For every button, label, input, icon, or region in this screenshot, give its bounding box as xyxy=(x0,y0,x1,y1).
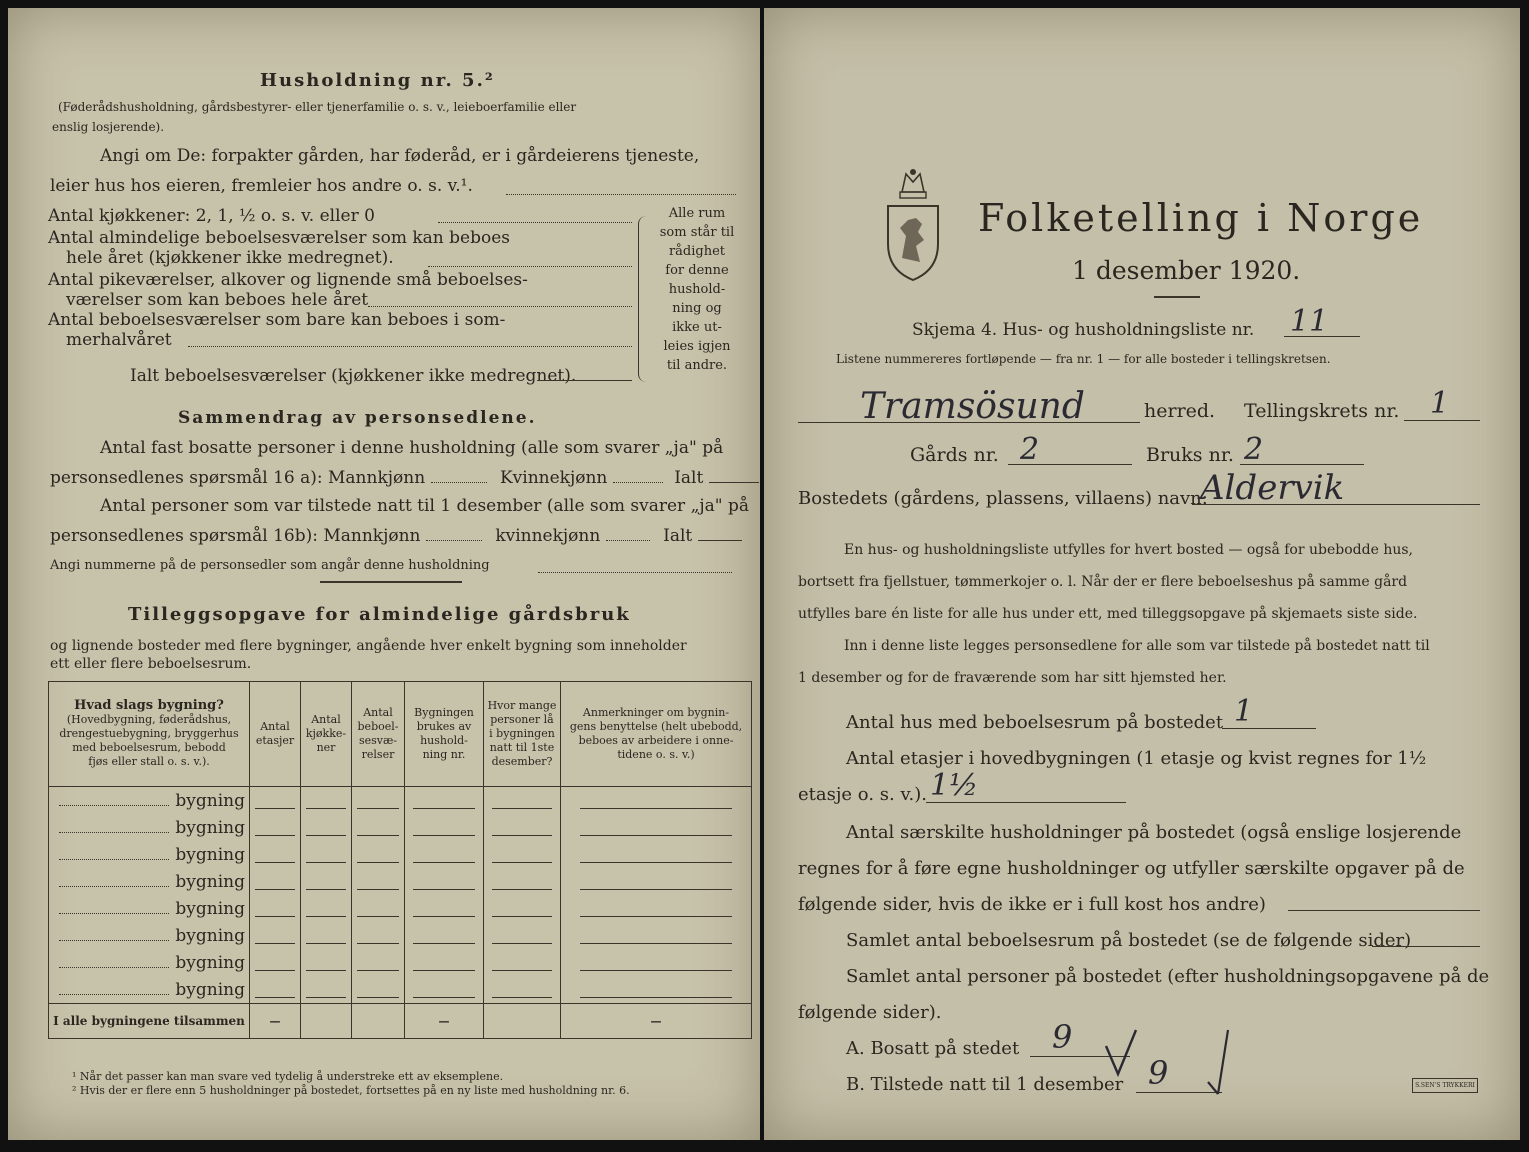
row-building-label xyxy=(49,976,250,1004)
household-subtitle-2: enslig losjerende). xyxy=(52,120,165,134)
col-building-type-note: med beboelsesrum, bebodd xyxy=(72,741,226,754)
angi-line-2: leier hus hos eieren, fremleier hos andre o. s. v.¹. xyxy=(50,176,473,196)
row-cell xyxy=(352,976,405,1004)
census-date: 1 desember 1920. xyxy=(1072,256,1301,285)
census-title: Folketelling i Norge xyxy=(978,196,1424,240)
row-cell xyxy=(484,787,561,815)
row-cell xyxy=(484,814,561,841)
row-cell xyxy=(484,868,561,895)
table-row xyxy=(49,949,752,976)
summary-b-male-label: personsedlenes spørsmål 16b): Mannkjønn xyxy=(50,526,421,546)
tellingskrets-value: 1 xyxy=(1430,386,1450,421)
right-page xyxy=(764,8,1520,1140)
resident-label: A. Bosatt på stedet xyxy=(846,1038,1020,1059)
row-cell xyxy=(301,787,352,815)
supplement-desc-1: og lignende bosteder med flere bygninger, angående hver enkelt bygning som inneholder xyxy=(50,638,687,654)
row-cell xyxy=(405,787,484,815)
col-household xyxy=(405,682,484,787)
row-building-text: bygning xyxy=(175,790,245,811)
bruks-label: Bruks nr. xyxy=(1146,444,1234,466)
summary-b-female-label: kvinnekjønn xyxy=(495,526,601,546)
col-remarks-label: gens benyttelse (helt ubebodd, xyxy=(569,720,743,733)
col-household-label: Bygningen xyxy=(414,706,474,719)
row-cell xyxy=(405,841,484,868)
bracket-note-line: ikke ut- xyxy=(672,320,722,335)
row-building-label xyxy=(49,922,250,949)
row-cell xyxy=(405,814,484,841)
table-row xyxy=(49,814,752,841)
summary-a-line-1: Antal fast bosatte personer i denne husholdning (alle som svarer „ja" på xyxy=(100,438,724,458)
col-building-type-title: Hvad slags bygning? xyxy=(74,698,224,713)
col-household-label: brukes av xyxy=(416,720,472,733)
table-row xyxy=(49,895,752,922)
table-header-row xyxy=(49,682,752,787)
row-cell xyxy=(484,976,561,1004)
row-cell xyxy=(250,868,301,895)
row-cell xyxy=(352,868,405,895)
bracket-note-line: Alle rum xyxy=(668,206,726,221)
title-divider xyxy=(1154,296,1200,298)
col-floors xyxy=(250,682,301,787)
row-cell xyxy=(352,841,405,868)
rooms-ordinary-2: hele året (kjøkkener ikke medregnet). xyxy=(66,248,394,268)
col-building-type xyxy=(49,682,250,787)
col-remarks-label: beboes av arbeidere i onne- xyxy=(578,734,734,747)
total-label: I alle bygningene tilsammen xyxy=(49,1004,250,1039)
table-row xyxy=(49,787,752,815)
resident-value: 9 xyxy=(1052,1018,1073,1056)
row-cell xyxy=(352,787,405,815)
col-kitchens-label: kjøkke- xyxy=(305,727,347,740)
row-building-text: bygning xyxy=(175,817,245,838)
rooms-kitchens-line xyxy=(438,222,632,223)
bracket-note-line: hushold- xyxy=(668,282,726,297)
row-cell xyxy=(352,949,405,976)
supplement-desc-2: ett eller flere beboelsesrum. xyxy=(50,656,252,672)
row-cell xyxy=(561,922,752,949)
col-floors-label: Antal xyxy=(260,720,290,733)
col-rooms xyxy=(352,682,405,787)
floors-line-1: Antal etasjer i hovedbygningen (1 etasje og kvist regnes for 1½ xyxy=(846,748,1427,769)
row-cell xyxy=(250,949,301,976)
col-persons xyxy=(484,682,561,787)
row-cell xyxy=(405,949,484,976)
rooms-summer-1: Antal beboelsesværelser som bare kan beboes i som- xyxy=(48,310,506,330)
bracket-note-line: leies igjen xyxy=(663,339,731,354)
row-cell xyxy=(405,868,484,895)
total-rooms-label: Samlet antal beboelsesrum på bostedet (se de følgende sider) xyxy=(846,930,1412,951)
households-line-2: regnes for å føre egne husholdninger og utfyller særskilte opgaver på de xyxy=(798,858,1465,879)
col-persons-label: desember? xyxy=(491,755,553,768)
row-cell xyxy=(352,814,405,841)
summary-b-total-label: Ialt xyxy=(663,526,693,546)
row-cell xyxy=(561,814,752,841)
footnote-2: ² Hvis der er flere enn 5 husholdninger på bostedet, fortsettes på en ny liste med husholdning nr. 6. xyxy=(72,1084,630,1097)
household-title: Husholdning nr. 5.² xyxy=(260,70,495,91)
col-persons-label: Hvor mange xyxy=(487,699,557,712)
total-persons-line-2: følgende sider). xyxy=(798,1002,942,1023)
table-row xyxy=(49,976,752,1004)
rooms-summer-2: merhalvåret xyxy=(66,330,172,350)
col-building-type-note: fjøs eller stall o. s. v.). xyxy=(88,755,210,768)
info-line-1: En hus- og husholdningsliste utfylles for hvert bosted — også for ubebodde hus, xyxy=(844,542,1413,558)
row-building-label xyxy=(49,868,250,895)
col-household-label: hushold- xyxy=(420,734,468,747)
col-rooms-label: relser xyxy=(361,748,395,761)
table-row xyxy=(49,922,752,949)
row-cell xyxy=(250,895,301,922)
col-persons-label: i bygningen xyxy=(489,727,555,740)
total-rooms xyxy=(352,1004,405,1039)
row-cell xyxy=(561,949,752,976)
section-divider xyxy=(320,581,462,583)
rooms-ordinary-1: Antal almindelige beboelsesværelser som kan beboes xyxy=(48,228,510,248)
row-cell xyxy=(352,922,405,949)
left-page xyxy=(8,8,760,1140)
summary-title: Sammendrag av personsedlene. xyxy=(178,408,537,428)
summary-b-female-field xyxy=(606,540,650,541)
row-cell xyxy=(405,895,484,922)
col-persons-label: personer lå xyxy=(490,713,554,726)
building-table xyxy=(48,681,752,1039)
col-rooms-label: Antal xyxy=(363,706,393,719)
summary-a-female-field xyxy=(613,482,663,483)
col-remarks-label: Anmerkninger om bygnin- xyxy=(582,706,730,719)
bracket-note-line: til andre. xyxy=(666,358,728,373)
floors-line-2: etasje o. s. v.). xyxy=(798,784,927,805)
bracket xyxy=(638,216,655,382)
angi-line-1: Angi om De: forpakter gården, har føderåd, er i gårdeierens tjeneste, xyxy=(100,146,700,166)
col-remarks xyxy=(561,682,752,787)
summary-a-total-field xyxy=(709,482,759,483)
total-persons-line-1: Samlet antal personer på bostedet (efter husholdningsopgavene på de xyxy=(846,966,1490,987)
bracket-note-line: som står til xyxy=(659,225,735,240)
row-cell xyxy=(561,787,752,815)
tick-mark-icon xyxy=(1204,1028,1234,1098)
gards-value: 2 xyxy=(1020,432,1040,467)
row-building-text: bygning xyxy=(175,979,245,1000)
row-building-text: bygning xyxy=(175,844,245,865)
col-building-type-note: (Hovedbygning, føderådshus, xyxy=(66,713,232,726)
bruks-value: 2 xyxy=(1244,432,1264,467)
row-cell xyxy=(250,814,301,841)
row-cell xyxy=(561,868,752,895)
row-cell xyxy=(561,841,752,868)
summary-numbers-line xyxy=(538,572,732,573)
row-cell xyxy=(250,976,301,1004)
col-floors-label: etasjer xyxy=(255,734,295,747)
gards-label: Gårds nr. xyxy=(910,444,999,466)
row-cell xyxy=(301,868,352,895)
row-building-text: bygning xyxy=(175,952,245,973)
col-remarks-label: tidene o. s. v.) xyxy=(617,748,695,761)
col-building-type-note: drengestuebygning, bryggerhus xyxy=(59,727,239,740)
row-building-text: bygning xyxy=(175,898,245,919)
summary-a-male-label: personsedlenes spørsmål 16 a): Mannkjønn xyxy=(50,468,426,488)
herred-value: Tramsösund xyxy=(860,386,1085,427)
row-building-text: bygning xyxy=(175,925,245,946)
table-row xyxy=(49,841,752,868)
table-body xyxy=(49,787,752,1004)
rooms-small-1: Antal pikeværelser, alkover og lignende små beboelses- xyxy=(48,270,528,290)
row-building-label xyxy=(49,949,250,976)
coat-of-arms-icon xyxy=(882,166,944,284)
row-cell xyxy=(405,976,484,1004)
tellingskrets-label: Tellingskrets nr. xyxy=(1244,400,1400,422)
col-rooms-label: sesvæ- xyxy=(358,734,398,747)
row-cell xyxy=(301,814,352,841)
bracket-note-line: for denne xyxy=(665,263,729,278)
total-rooms-field-line xyxy=(1372,946,1480,947)
summary-a-female-label: Kvinnekjønn xyxy=(499,468,608,488)
row-cell xyxy=(301,895,352,922)
row-cell xyxy=(561,976,752,1004)
schema-number: 11 xyxy=(1290,304,1329,339)
bosted-label: Bostedets (gårdens, plassens, villaens) navn: xyxy=(798,488,1208,509)
summary-b-line-1: Antal personer som var tilstede natt til 1 desember (alle som svarer „ja" på xyxy=(100,496,750,516)
table-total-row xyxy=(49,1004,752,1039)
col-kitchens-label: ner xyxy=(316,741,336,754)
rooms-total-line xyxy=(538,380,632,381)
row-building-label xyxy=(49,814,250,841)
rooms-ordinary-line xyxy=(428,266,632,267)
col-persons-label: natt til 1ste xyxy=(489,741,555,754)
info-line-2: bortsett fra fjellstuer, tømmerkojer o. l. Når der er flere beboelseshus på samme gård xyxy=(798,574,1408,590)
row-cell xyxy=(484,922,561,949)
col-rooms-label: beboel- xyxy=(357,720,399,733)
households-field-line xyxy=(1288,910,1480,911)
listene-note: Listene nummereres fortløpende — fra nr. 1 — for alle bosteder i tellingskretsen. xyxy=(836,352,1331,366)
printer-stamp: S.SEN'S TRYKKERI xyxy=(1412,1078,1478,1093)
row-cell xyxy=(352,895,405,922)
row-cell xyxy=(484,949,561,976)
row-cell xyxy=(250,841,301,868)
row-cell xyxy=(484,895,561,922)
row-building-text: bygning xyxy=(175,871,245,892)
supplement-title: Tilleggsopgave for almindelige gårdsbruk xyxy=(128,604,631,625)
row-cell xyxy=(301,949,352,976)
total-persons xyxy=(484,1004,561,1039)
summary-a-male-field xyxy=(431,482,487,483)
row-cell xyxy=(405,922,484,949)
check-mark-icon xyxy=(1104,1028,1140,1078)
total-kitchens xyxy=(301,1004,352,1039)
row-cell xyxy=(301,841,352,868)
row-cell xyxy=(250,922,301,949)
bracket-note xyxy=(656,204,738,375)
rooms-summer-line xyxy=(188,346,632,347)
row-building-label xyxy=(49,787,250,815)
col-kitchens xyxy=(301,682,352,787)
info-line-5: 1 desember og for de fraværende som har sitt hjemsted her. xyxy=(798,670,1227,686)
schema-line: Skjema 4. Hus- og husholdningsliste nr. xyxy=(912,320,1255,340)
summary-a-total-label: Ialt xyxy=(674,468,704,488)
total-remarks: — xyxy=(561,1004,752,1039)
summary-numbers: Angi nummerne på de personsedler som angår denne husholdning xyxy=(50,558,490,573)
houses-value: 1 xyxy=(1234,694,1254,729)
info-line-3: utfylles bare én liste for alle hus under ett, med tilleggsopgave på skjemaets siste side. xyxy=(798,606,1418,622)
floors-value: 1½ xyxy=(930,768,979,803)
row-building-label xyxy=(49,895,250,922)
rooms-total: Ialt beboelsesværelser (kjøkkener ikke medregnet). xyxy=(130,366,577,386)
rooms-small-2: værelser som kan beboes hele året xyxy=(66,290,369,310)
present-value: 9 xyxy=(1148,1054,1169,1092)
bosted-value: Aldervik xyxy=(1200,468,1345,508)
summary-a-line-2 xyxy=(50,468,759,488)
bracket-note-line: rådighet xyxy=(668,244,726,259)
row-cell xyxy=(250,787,301,815)
summary-b-line-2 xyxy=(50,526,742,546)
household-subtitle-1: (Føderådshusholdning, gårdsbestyrer- eller tjenerfamilie o. s. v., leieboerfamilie eller xyxy=(58,100,577,114)
footnote-1: ¹ Når det passer kan man svare ved tydelig å understreke ett av eksemplene. xyxy=(72,1070,504,1083)
angi-fill-line xyxy=(506,194,736,195)
bracket-note-line: ning og xyxy=(672,301,722,316)
col-household-label: ning nr. xyxy=(422,748,466,761)
households-line-3: følgende sider, hvis de ikke er i full kost hos andre) xyxy=(798,894,1266,915)
info-line-4: Inn i denne liste legges personsedlene for alle som var tilstede på bostedet natt til xyxy=(844,638,1430,654)
herred-label: herred. xyxy=(1144,400,1216,422)
total-household: — xyxy=(405,1004,484,1039)
summary-b-male-field xyxy=(426,540,482,541)
summary-b-total-field xyxy=(698,540,742,541)
table-row xyxy=(49,868,752,895)
rooms-kitchens: Antal kjøkkener: 2, 1, ½ o. s. v. eller 0 xyxy=(48,206,375,226)
row-cell xyxy=(484,841,561,868)
row-cell xyxy=(301,922,352,949)
row-building-label xyxy=(49,841,250,868)
row-cell xyxy=(561,895,752,922)
rooms-small-line xyxy=(368,306,632,307)
households-line-1: Antal særskilte husholdninger på bostedet (også enslige losjerende xyxy=(846,822,1462,843)
present-label: B. Tilstede natt til 1 desember xyxy=(846,1074,1124,1095)
total-floors: — xyxy=(250,1004,301,1039)
row-cell xyxy=(301,976,352,1004)
houses-label: Antal hus med beboelsesrum på bostedet xyxy=(846,712,1224,733)
col-kitchens-label: Antal xyxy=(311,713,341,726)
